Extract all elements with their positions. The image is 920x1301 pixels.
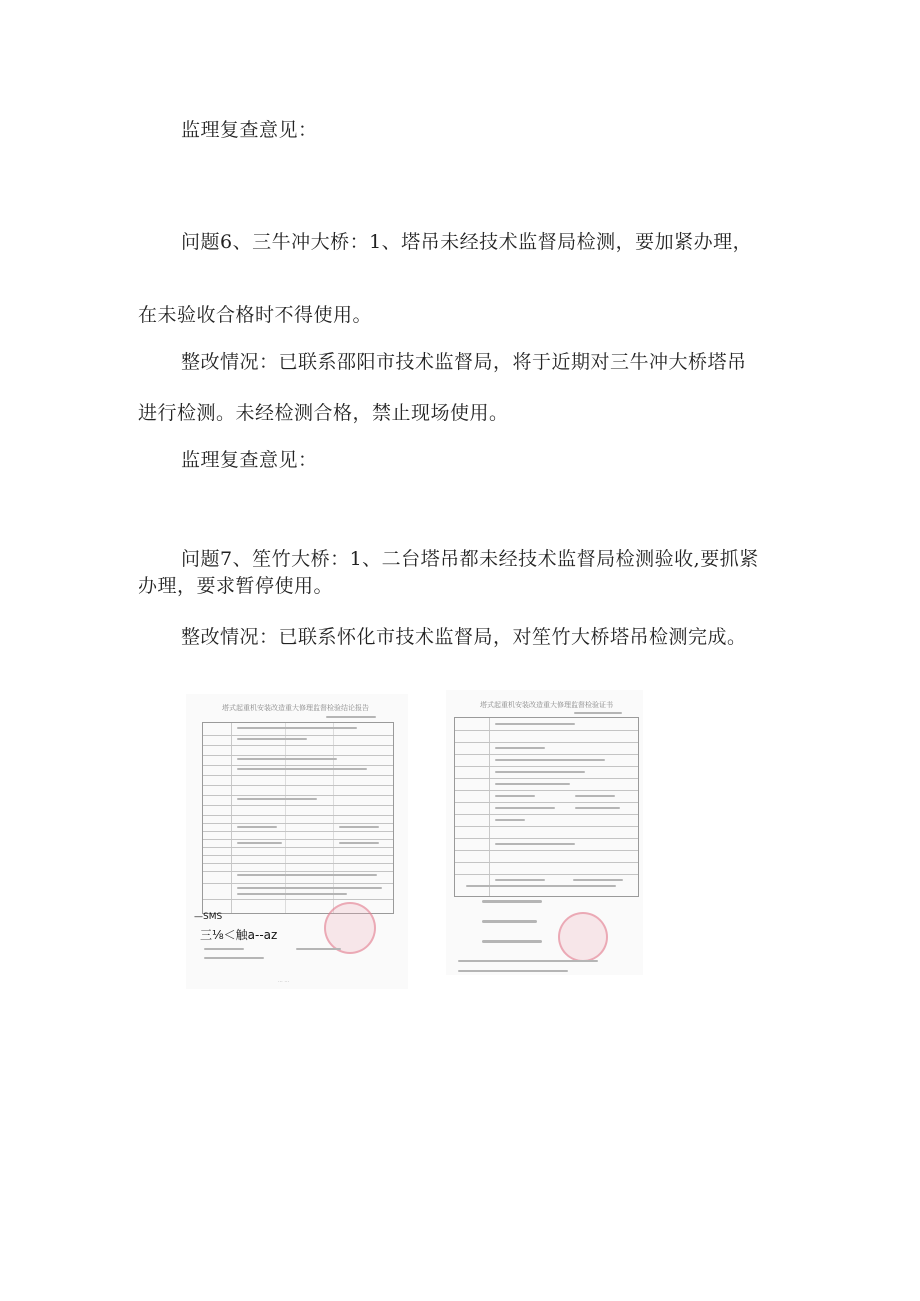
certificate-number-scribble bbox=[574, 712, 622, 714]
right-certificate-table bbox=[454, 717, 639, 897]
left-page-marker: ··· ··· bbox=[278, 979, 290, 985]
right-official-stamp bbox=[558, 912, 608, 962]
issue-7-line-1: 问题7、笙竹大桥：1、二台塔吊都未经技术监督局检测验收,要抓紧 bbox=[181, 548, 759, 570]
left-report-table bbox=[202, 722, 394, 914]
supervision-review-heading-1: 监理复查意见： bbox=[181, 119, 318, 141]
right-certificate-title: 塔式起重机安装改造重大修理监督检验证书 bbox=[480, 701, 613, 709]
rectification-6-line-1: 整改情况：已联系邵阳市技术监督局，将于近期对三牛冲大桥塔吊 bbox=[181, 351, 747, 373]
left-ocr-line-2: 三⅛＜触a--az bbox=[200, 928, 278, 942]
issue-7-line-2: 办理，要求暂停使用。 bbox=[138, 575, 334, 597]
left-scanned-report bbox=[186, 694, 408, 989]
issue-6-line-2: 在未验收合格时不得使用。 bbox=[138, 304, 373, 326]
left-ocr-line-1: —SMS bbox=[194, 912, 223, 922]
report-number-scribble bbox=[326, 716, 376, 718]
left-official-stamp bbox=[324, 902, 376, 954]
right-scanned-certificate bbox=[446, 690, 643, 975]
rectification-7-line-1: 整改情况：已联系怀化市技术监督局，对笙竹大桥塔吊检测完成。 bbox=[181, 626, 747, 648]
left-report-title: 塔式起重机安装改造重大修理监督检验结论报告 bbox=[222, 704, 369, 712]
supervision-review-heading-2: 监理复查意见： bbox=[181, 449, 318, 471]
issue-6-line-1: 问题6、三牛冲大桥：1、塔吊未经技术监督局检测，要加紧办理， bbox=[181, 231, 753, 253]
rectification-6-line-2: 进行检测。未经检测合格，禁止现场使用。 bbox=[138, 402, 509, 424]
